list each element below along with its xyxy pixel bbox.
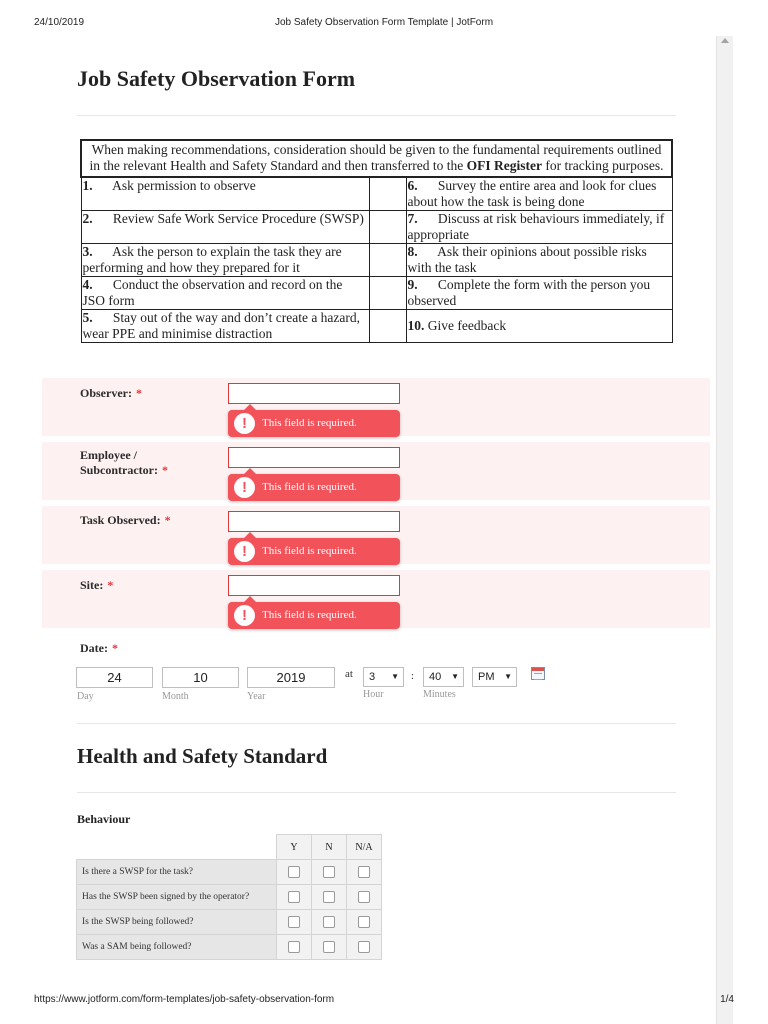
required-star: * <box>135 386 142 400</box>
alert-icon: ! <box>234 477 255 498</box>
dropdown-arrow-icon: ▼ <box>451 672 459 681</box>
month-sublabel: Month <box>162 691 189 702</box>
matrix-row <box>77 885 382 910</box>
matrix-question: Has the SWSP been signed by the operator? <box>77 885 277 910</box>
matrix-row <box>77 935 382 960</box>
step-7: 7. Discuss at risk behaviours immediately, if appropriate <box>406 211 672 244</box>
checkbox-n[interactable] <box>323 916 335 928</box>
year-input[interactable]: 2019 <box>247 667 335 688</box>
hour-select[interactable]: 3 ▼ <box>363 667 404 687</box>
observer-error: ! This field is required. <box>228 410 400 437</box>
minutes-sublabel: Minutes <box>423 689 456 700</box>
step-8: 8. Ask their opinions about possible risks with the task <box>406 244 672 277</box>
site-error: ! This field is required. <box>228 602 400 629</box>
alert-icon: ! <box>234 605 255 626</box>
dropdown-arrow-icon: ▼ <box>504 672 512 681</box>
observer-input[interactable] <box>228 383 400 404</box>
checkbox-y[interactable] <box>288 866 300 878</box>
checkbox-na[interactable] <box>358 891 370 903</box>
checkbox-n[interactable] <box>323 891 335 903</box>
step-10: 10. Give feedback <box>406 310 672 343</box>
divider <box>77 115 676 116</box>
site-input[interactable] <box>228 575 400 596</box>
behaviour-matrix <box>76 834 382 960</box>
matrix-question: Is the SWSP being followed? <box>77 910 277 935</box>
print-url: https://www.jotform.com/form-templates/job-safety-observation-form <box>34 994 335 1005</box>
checkbox-n[interactable] <box>323 941 335 953</box>
form-title: Job Safety Observation Form <box>77 66 356 91</box>
step-5: 5. Stay out of the way and don’t create a hazard, wear PPE and minimise distraction <box>81 310 369 343</box>
step-4: 4. Conduct the observation and record on the JSO form <box>81 277 369 310</box>
alert-icon: ! <box>234 413 255 434</box>
time-colon: : <box>411 670 415 682</box>
ampm-select[interactable]: PM ▼ <box>472 667 517 687</box>
hour-sublabel: Hour <box>363 689 384 700</box>
print-date: 24/10/2019 <box>34 17 85 28</box>
observer-label: Observer: * <box>80 386 142 400</box>
divider <box>77 792 676 793</box>
section-title: Health and Safety Standard <box>77 744 328 768</box>
print-title: Job Safety Observation Form Template | JotForm <box>274 17 494 28</box>
checkbox-na[interactable] <box>358 941 370 953</box>
checkbox-na[interactable] <box>358 866 370 878</box>
divider <box>77 723 676 724</box>
instructions-table <box>80 139 673 343</box>
task-input[interactable] <box>228 511 400 532</box>
month-input[interactable]: 10 <box>162 667 239 688</box>
ofi-register-text: OFI Register <box>466 158 542 173</box>
intro-paragraph: When making recommendations, consideration should be given to the fundamental requirements outlined in the relevant Health and Safety Standard and then transferred to the OFI Register for tracking purposes. <box>81 140 672 177</box>
employee-input[interactable] <box>228 447 400 468</box>
print-page-number: 1/4 <box>720 994 734 1005</box>
site-label: Site: * <box>80 578 114 592</box>
column-header-n: N <box>312 835 347 860</box>
step-6: 6. Survey the entire area and look for clues about how the task is being done <box>406 177 672 211</box>
matrix-row <box>77 860 382 885</box>
date-label: Date: * <box>80 641 118 655</box>
minutes-select[interactable]: 40 ▼ <box>423 667 464 687</box>
scroll-up-arrow-icon[interactable] <box>721 38 729 43</box>
step-3: 3. Ask the person to explain the task they are performing and how they prepared for it <box>81 244 369 277</box>
year-sublabel: Year <box>247 691 266 702</box>
step-2: 2. Review Safe Work Service Procedure (SWSP) <box>81 211 369 244</box>
checkbox-n[interactable] <box>323 866 335 878</box>
step-9: 9. Complete the form with the person you observed <box>406 277 672 310</box>
column-header-y: Y <box>277 835 312 860</box>
column-header-na: N/A <box>347 835 382 860</box>
checkbox-na[interactable] <box>358 916 370 928</box>
matrix-row <box>77 910 382 935</box>
day-sublabel: Day <box>77 691 94 702</box>
day-input[interactable]: 24 <box>76 667 153 688</box>
alert-icon: ! <box>234 541 255 562</box>
matrix-question: Was a SAM being followed? <box>77 935 277 960</box>
scrollbar[interactable] <box>716 36 733 1024</box>
checkbox-y[interactable] <box>288 916 300 928</box>
step-1: 1. Ask permission to observe <box>81 177 369 211</box>
calendar-icon[interactable] <box>531 667 545 680</box>
checkbox-y[interactable] <box>288 941 300 953</box>
dropdown-arrow-icon: ▼ <box>391 672 399 681</box>
at-text: at <box>345 668 353 680</box>
employee-error: ! This field is required. <box>228 474 400 501</box>
checkbox-y[interactable] <box>288 891 300 903</box>
task-label: Task Observed: * <box>80 513 171 527</box>
employee-label: Employee / Subcontractor: * <box>80 448 168 477</box>
task-error: ! This field is required. <box>228 538 400 565</box>
matrix-question: Is there a SWSP for the task? <box>77 860 277 885</box>
behaviour-label: Behaviour <box>77 812 131 826</box>
